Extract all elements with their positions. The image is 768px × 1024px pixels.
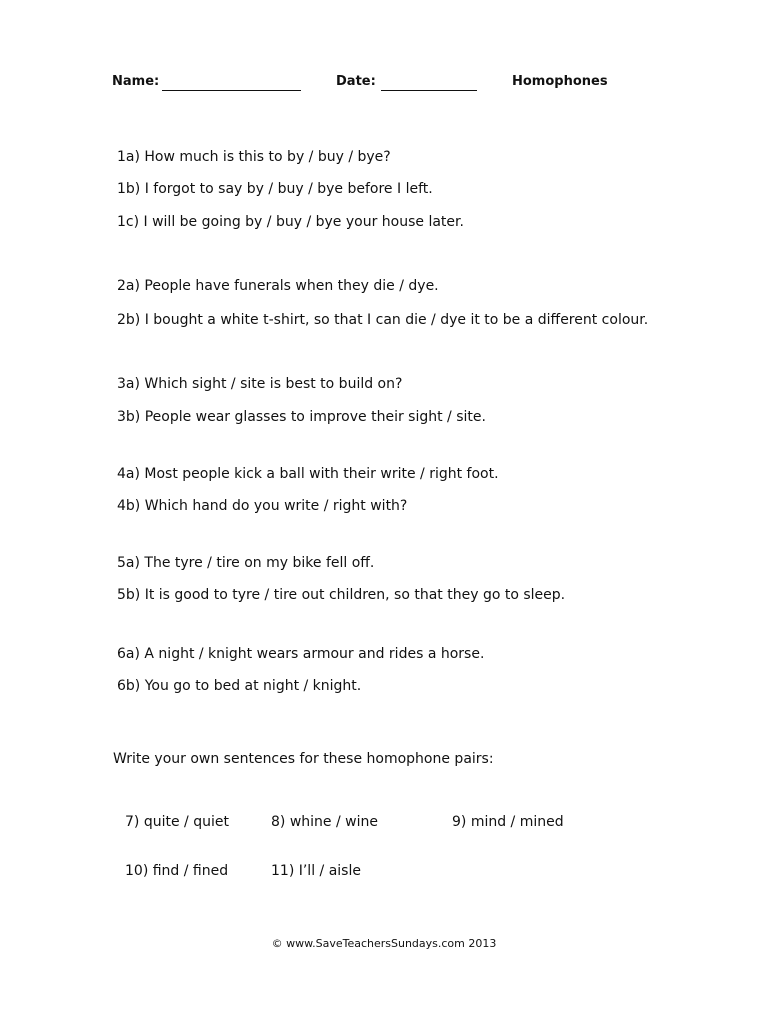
date-blank-line bbox=[381, 90, 477, 91]
question-4b: 4b) Which hand do you write / right with? bbox=[117, 498, 408, 514]
question-2a: 2a) People have funerals when they die / dye. bbox=[117, 278, 439, 294]
name-blank-line bbox=[162, 90, 301, 91]
worksheet-header bbox=[112, 74, 712, 96]
date-label: Date: bbox=[336, 74, 376, 89]
name-label: Name: bbox=[112, 74, 160, 89]
question-4a: 4a) Most people kick a ball with their write / right foot. bbox=[117, 466, 499, 482]
question-1b: 1b) I forgot to say by / buy / bye before I left. bbox=[117, 181, 433, 197]
pair-8: 8) whine / wine bbox=[271, 814, 378, 830]
question-6a: 6a) A night / knight wears armour and rides a horse. bbox=[117, 646, 485, 662]
question-1a: 1a) How much is this to by / buy / bye? bbox=[117, 149, 391, 165]
pair-9: 9) mind / mined bbox=[452, 814, 564, 830]
question-1c: 1c) I will be going by / buy / bye your house later. bbox=[117, 214, 464, 230]
question-3a: 3a) Which sight / site is best to build on? bbox=[117, 376, 403, 392]
question-2b: 2b) I bought a white t-shirt, so that I can die / dye it to be a different colour. bbox=[117, 312, 649, 328]
worksheet-title: Homophones bbox=[512, 74, 608, 89]
instruction-text: Write your own sentences for these homophone pairs: bbox=[113, 751, 494, 767]
pair-11: 11) I’ll / aisle bbox=[271, 863, 361, 879]
question-5a: 5a) The tyre / tire on my bike fell off. bbox=[117, 555, 375, 571]
question-6b: 6b) You go to bed at night / knight. bbox=[117, 678, 362, 694]
question-5b: 5b) It is good to tyre / tire out children, so that they go to sleep. bbox=[117, 587, 566, 603]
pair-7: 7) quite / quiet bbox=[125, 814, 229, 830]
copyright-footer: © www.SaveTeachersSundays.com 2013 bbox=[271, 937, 497, 950]
question-3b: 3b) People wear glasses to improve their sight / site. bbox=[117, 409, 486, 425]
pair-10: 10) find / fined bbox=[125, 863, 229, 879]
